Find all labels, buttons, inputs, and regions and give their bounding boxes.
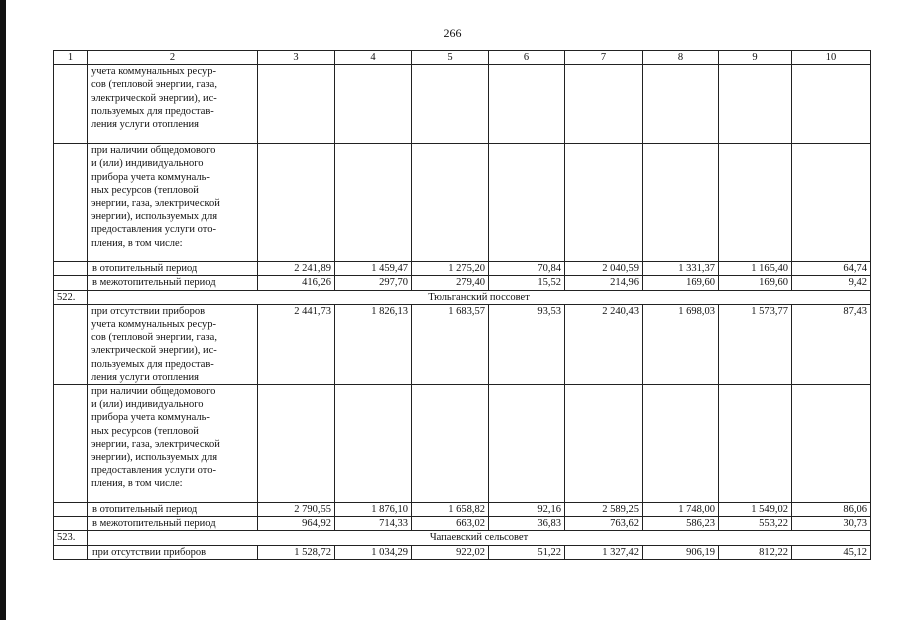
value-cell-col7: 2 040,59 — [565, 262, 643, 276]
value-cell-col6 — [489, 144, 565, 262]
value-cell-col6: 92,16 — [489, 503, 565, 517]
row-number-cell — [54, 276, 88, 290]
value-cell-col4 — [335, 385, 412, 503]
table-row — [54, 304, 871, 384]
value-cell-col7: 2 589,25 — [565, 503, 643, 517]
row-number-cell — [54, 545, 88, 559]
value-cell-col4: 297,70 — [335, 276, 412, 290]
value-cell-col9 — [719, 144, 792, 262]
value-cell-col4: 714,33 — [335, 517, 412, 531]
row-number-cell — [54, 65, 88, 144]
value-cell-col6: 15,52 — [489, 276, 565, 290]
value-cell-col5 — [412, 65, 489, 144]
value-cell-col7: 1 327,42 — [565, 545, 643, 559]
value-cell-col6 — [489, 65, 565, 144]
value-cell-col3 — [258, 144, 335, 262]
table-row — [54, 276, 871, 290]
value-cell-col10: 45,12 — [792, 545, 871, 559]
header-row — [54, 51, 871, 65]
row-number-cell — [54, 503, 88, 517]
header-cell: 2 — [88, 51, 258, 65]
row-label: в отопительный период — [88, 262, 258, 276]
value-cell-col3 — [258, 65, 335, 144]
value-cell-col10: 9,42 — [792, 276, 871, 290]
value-cell-col10: 30,73 — [792, 517, 871, 531]
section-row — [54, 531, 871, 545]
value-cell-col3: 2 441,73 — [258, 304, 335, 384]
value-cell-col5: 922,02 — [412, 545, 489, 559]
value-cell-col5 — [412, 385, 489, 503]
row-number-cell — [54, 517, 88, 531]
value-cell-col8 — [643, 144, 719, 262]
header-cell: 3 — [258, 51, 335, 65]
value-cell-col8: 1 748,00 — [643, 503, 719, 517]
value-cell-col9: 1 573,77 — [719, 304, 792, 384]
value-cell-col5: 1 683,57 — [412, 304, 489, 384]
value-cell-col9 — [719, 65, 792, 144]
value-cell-col9: 1 165,40 — [719, 262, 792, 276]
value-cell-col3: 416,26 — [258, 276, 335, 290]
value-cell-col4: 1 826,13 — [335, 304, 412, 384]
value-cell-col8: 169,60 — [643, 276, 719, 290]
row-label: при отсутствии приборов — [88, 545, 258, 559]
value-cell-col3: 1 528,72 — [258, 545, 335, 559]
value-cell-col10 — [792, 144, 871, 262]
row-number-cell: 523. — [54, 531, 88, 545]
header-cell: 5 — [412, 51, 489, 65]
value-cell-col5: 279,40 — [412, 276, 489, 290]
header-cell: 1 — [54, 51, 88, 65]
value-cell-col6: 51,22 — [489, 545, 565, 559]
table-row — [54, 385, 871, 503]
value-cell-col9: 169,60 — [719, 276, 792, 290]
value-cell-col7: 2 240,43 — [565, 304, 643, 384]
value-cell-col6: 93,53 — [489, 304, 565, 384]
row-label: в межотопительный период — [88, 276, 258, 290]
table-row — [54, 503, 871, 517]
value-cell-col9: 553,22 — [719, 517, 792, 531]
row-label: при наличии общедомового и (или) индивидуального прибора учета коммуналь- ных ресурсов (тепловой энергии, газа, электрической энергии), используемых для предоставления услуги ото- пления, в том числе: — [88, 144, 258, 262]
row-number-cell — [54, 262, 88, 276]
value-cell-col3: 2 241,89 — [258, 262, 335, 276]
page-edge-bar — [0, 0, 6, 620]
header-cell: 8 — [643, 51, 719, 65]
value-cell-col8: 1 698,03 — [643, 304, 719, 384]
value-cell-col7 — [565, 144, 643, 262]
page-number: 266 — [443, 26, 462, 40]
section-row — [54, 290, 871, 304]
value-cell-col5 — [412, 144, 489, 262]
row-label: учета коммунальных ресур- сов (тепловой энергии, газа, электрической энергии), ис- пользуемых для предостав- ления услуги отопления — [88, 65, 258, 144]
header-cell: 10 — [792, 51, 871, 65]
value-cell-col3 — [258, 385, 335, 503]
header-cell: 9 — [719, 51, 792, 65]
value-cell-col9: 812,22 — [719, 545, 792, 559]
value-cell-col8: 1 331,37 — [643, 262, 719, 276]
value-cell-col6: 36,83 — [489, 517, 565, 531]
value-cell-col5: 1 658,82 — [412, 503, 489, 517]
value-cell-col4 — [335, 144, 412, 262]
value-cell-col8: 906,19 — [643, 545, 719, 559]
value-cell-col4 — [335, 65, 412, 144]
row-label: в отопительный период — [88, 503, 258, 517]
value-cell-col9 — [719, 385, 792, 503]
value-cell-col4: 1 876,10 — [335, 503, 412, 517]
value-cell-col8 — [643, 385, 719, 503]
table-row — [54, 144, 871, 262]
value-cell-col8: 586,23 — [643, 517, 719, 531]
value-cell-col9: 1 549,02 — [719, 503, 792, 517]
value-cell-col7: 214,96 — [565, 276, 643, 290]
value-cell-col10 — [792, 385, 871, 503]
header-cell: 6 — [489, 51, 565, 65]
value-cell-col4: 1 034,29 — [335, 545, 412, 559]
table-row — [54, 65, 871, 144]
tariff-table — [53, 50, 871, 560]
value-cell-col10: 64,74 — [792, 262, 871, 276]
value-cell-col5: 1 275,20 — [412, 262, 489, 276]
row-label: при отсутствии приборов учета коммунальных ресур- сов (тепловой энергии, газа, электрической энергии), ис- пользуемых для предостав- ления услуги отопления — [88, 304, 258, 384]
value-cell-col7 — [565, 385, 643, 503]
value-cell-col7: 763,62 — [565, 517, 643, 531]
value-cell-col8 — [643, 65, 719, 144]
row-number-cell: 522. — [54, 290, 88, 304]
value-cell-col7 — [565, 65, 643, 144]
value-cell-col6 — [489, 385, 565, 503]
value-cell-col3: 964,92 — [258, 517, 335, 531]
table-row — [54, 545, 871, 559]
value-cell-col10: 87,43 — [792, 304, 871, 384]
row-number-cell — [54, 144, 88, 262]
row-label: при наличии общедомового и (или) индивидуального прибора учета коммуналь- ных ресурсов (тепловой энергии, газа, электрической энергии), используемых для предоставления услуги ото- пления, в том числе: — [88, 385, 258, 503]
row-label: в межотопительный период — [88, 517, 258, 531]
header-cell: 4 — [335, 51, 412, 65]
value-cell-col10 — [792, 65, 871, 144]
row-number-cell — [54, 304, 88, 384]
section-title: Чапаевский сельсовет — [88, 531, 871, 545]
value-cell-col5: 663,02 — [412, 517, 489, 531]
value-cell-col3: 2 790,55 — [258, 503, 335, 517]
value-cell-col10: 86,06 — [792, 503, 871, 517]
section-title: Тюльганский поссовет — [88, 290, 871, 304]
value-cell-col6: 70,84 — [489, 262, 565, 276]
table-row — [54, 262, 871, 276]
value-cell-col4: 1 459,47 — [335, 262, 412, 276]
table-row — [54, 517, 871, 531]
row-number-cell — [54, 385, 88, 503]
header-cell: 7 — [565, 51, 643, 65]
